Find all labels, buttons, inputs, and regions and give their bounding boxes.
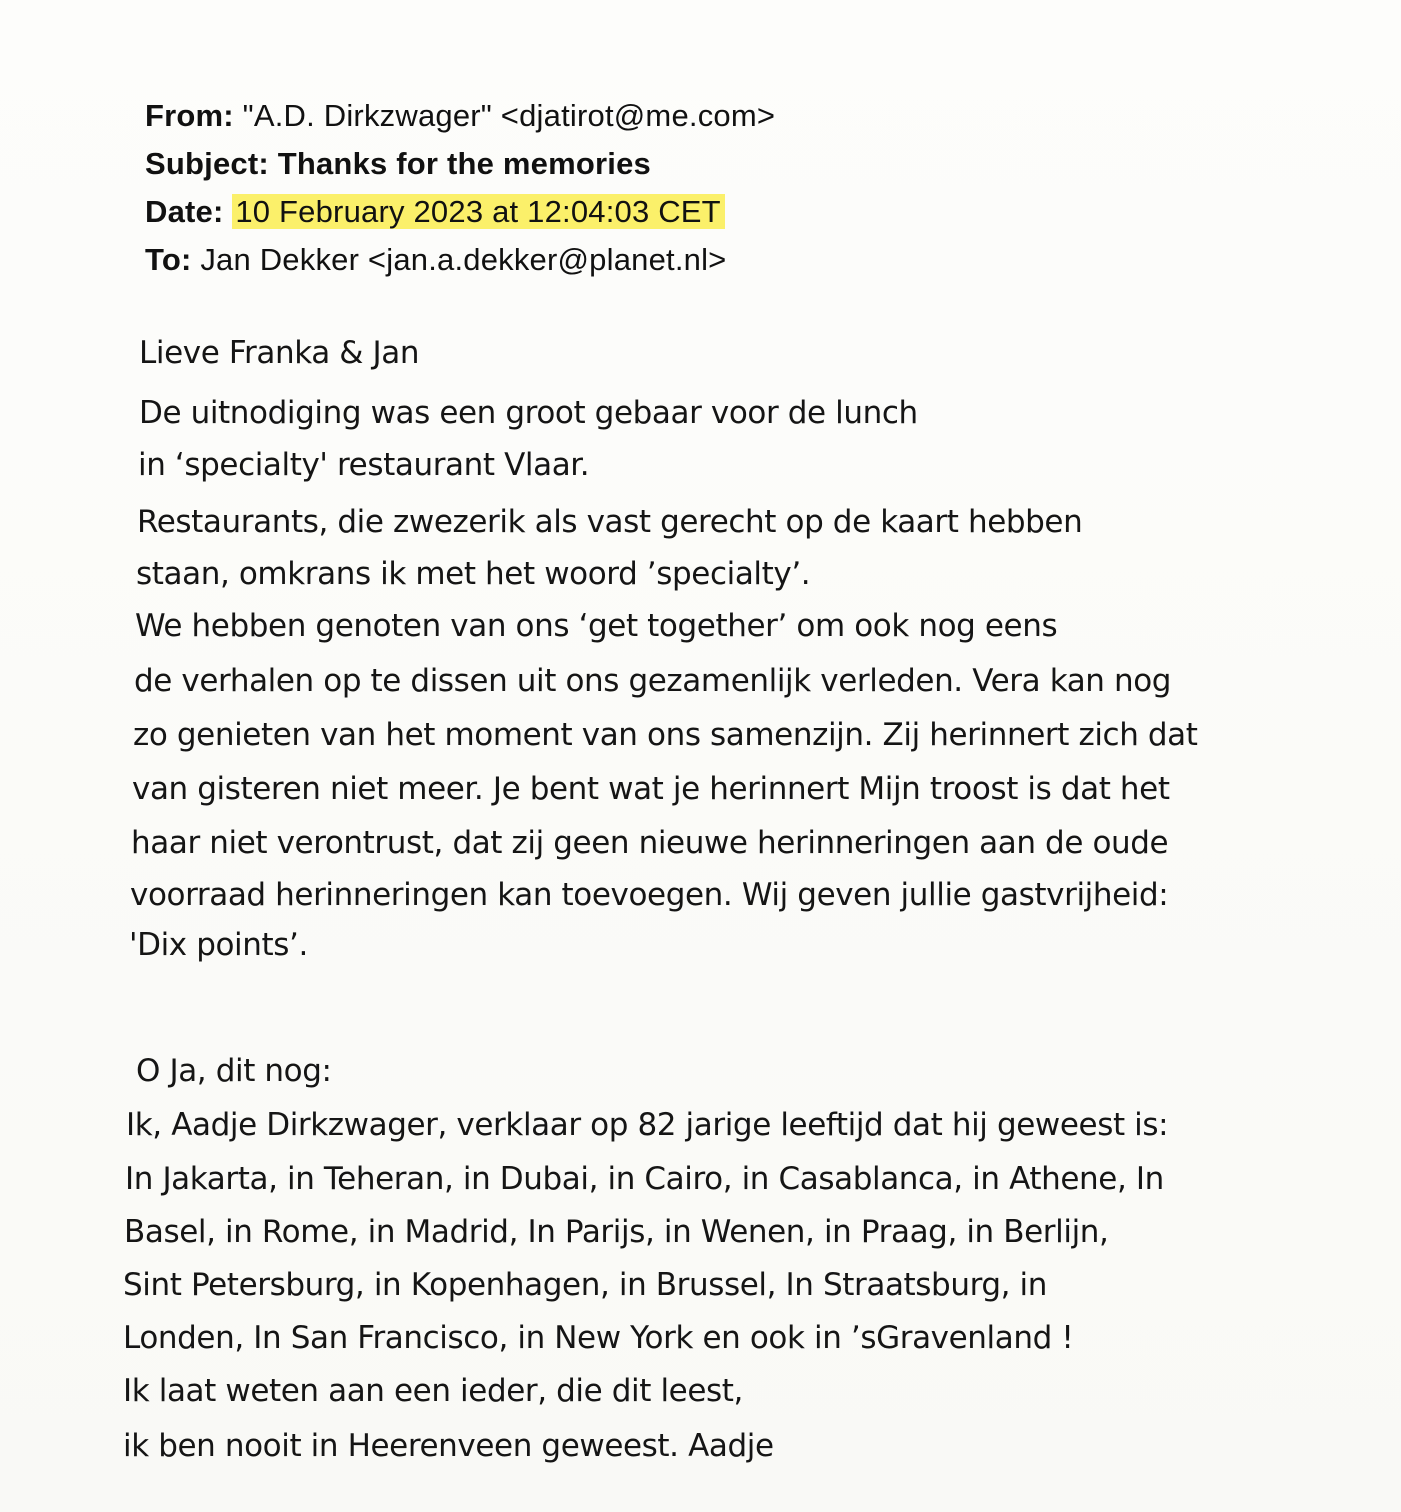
body-line: In Jakarta, in Teheran, in Dubai, in Cairo, in Casablanca, in Athene, In — [125, 1161, 1164, 1197]
body-line: Sint Petersburg, in Kopenhagen, in Brussel, In Straatsburg, in — [123, 1267, 1048, 1303]
to-value: Jan Dekker <jan.a.dekker@planet.nl> — [200, 242, 727, 277]
body-line-ps-heading: O Ja, dit nog: — [136, 1053, 332, 1089]
body-line: in ‘specialty' restaurant Vlaar. — [138, 447, 590, 483]
subject-line — [145, 140, 775, 188]
body-line-greeting: Lieve Franka & Jan — [139, 335, 420, 371]
body-line: Restaurants, die zwezerik als vast gerecht op de kaart hebben — [137, 504, 1083, 540]
body-line: van gisteren niet meer. Je bent wat je herinnert Mijn troost is dat het — [132, 771, 1170, 807]
email-header — [145, 92, 775, 284]
to-label: To: — [145, 242, 192, 277]
body-line: Basel, in Rome, in Madrid, In Parijs, in Wenen, in Praag, in Berlijn, — [124, 1214, 1109, 1250]
date-line — [145, 188, 775, 236]
body-line: voorraad herinneringen kan toevoegen. Wij geven jullie gastvrijheid: — [130, 877, 1169, 913]
body-line-signature: ik ben nooit in Heerenveen geweest. Aadje — [123, 1428, 774, 1464]
from-label: From: — [145, 98, 234, 133]
body-line: Ik, Aadje Dirkzwager, verklaar op 82 jarige leeftijd dat hij geweest is: — [126, 1107, 1169, 1143]
body-line: Londen, In San Francisco, in New York en ook in ’sGravenland ! — [123, 1320, 1074, 1356]
body-line: de verhalen op te dissen uit ons gezamenlijk verleden. Vera kan nog — [134, 663, 1172, 699]
body-line: De uitnodiging was een groot gebaar voor de lunch — [139, 395, 918, 431]
subject-label: Subject: — [145, 146, 269, 181]
body-line: We hebben genoten van ons ‘get together’ om ook nog eens — [135, 608, 1058, 644]
date-value-highlighted: 10 February 2023 at 12:04:03 CET — [232, 194, 724, 229]
date-label: Date: — [145, 194, 224, 229]
from-value: "A.D. Dirkzwager" <djatirot@me.com> — [242, 98, 776, 133]
body-line: staan, omkrans ik met het woord ’specialty’. — [136, 556, 811, 592]
to-line — [145, 236, 775, 284]
subject-value: Thanks for the memories — [277, 146, 651, 181]
body-line: zo genieten van het moment van ons samenzijn. Zij herinnert zich dat — [133, 717, 1198, 753]
body-line: Ik laat weten aan een ieder, die dit leest, — [123, 1373, 743, 1409]
from-line — [145, 92, 775, 140]
body-line: 'Dix points’. — [129, 927, 308, 963]
body-line: haar niet verontrust, dat zij geen nieuwe herinneringen aan de oude — [131, 825, 1169, 861]
